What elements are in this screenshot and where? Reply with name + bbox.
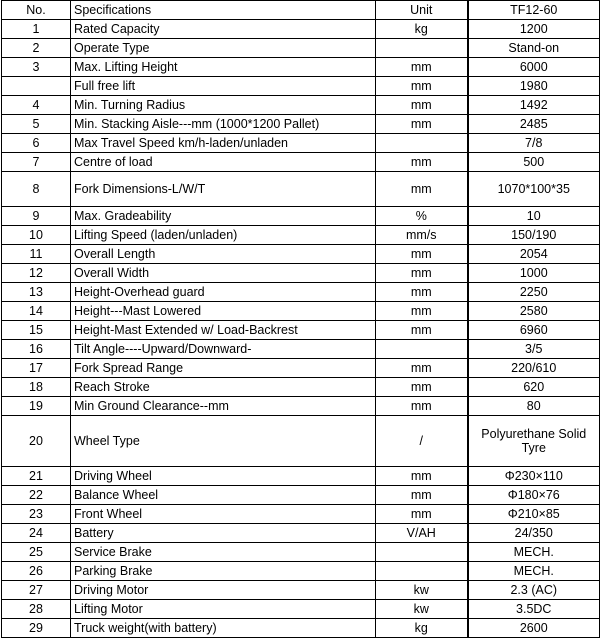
row-number: 2 (2, 39, 71, 58)
row-specification: Tilt Angle----Upward/Downward- (71, 340, 376, 359)
row-unit: mm (376, 264, 468, 283)
row-specification: Height-Overhead guard (71, 283, 376, 302)
row-value: 2054 (468, 245, 600, 264)
row-number: 24 (2, 524, 71, 543)
row-value: 24/350 (468, 524, 600, 543)
row-unit (376, 39, 468, 58)
row-specification: Min. Stacking Aisle---mm (1000*1200 Pallet) (71, 115, 376, 134)
table-row (2, 397, 600, 416)
row-unit: mm/s (376, 226, 468, 245)
row-value: 2580 (468, 302, 600, 321)
row-unit: mm (376, 467, 468, 486)
table-row (2, 486, 600, 505)
row-value: 1980 (468, 77, 600, 96)
row-value: 3.5DC (468, 600, 600, 619)
row-number: 20 (2, 416, 71, 467)
row-specification: Max. Lifting Height (71, 58, 376, 77)
table-row (2, 378, 600, 397)
header-specifications: Specifications (71, 1, 376, 20)
table-row (2, 58, 600, 77)
table-row (2, 467, 600, 486)
row-unit (376, 134, 468, 153)
header-model: TF12-60 (468, 1, 600, 20)
row-unit: mm (376, 486, 468, 505)
row-value: 6000 (468, 58, 600, 77)
row-unit: V/AH (376, 524, 468, 543)
row-unit: mm (376, 153, 468, 172)
header-row (2, 1, 600, 20)
row-specification: Height---Mast Lowered (71, 302, 376, 321)
row-unit: mm (376, 505, 468, 524)
row-specification: Reach Stroke (71, 378, 376, 397)
row-value: 1000 (468, 264, 600, 283)
row-value: Φ230×110 (468, 467, 600, 486)
table-row (2, 562, 600, 581)
table-row (2, 543, 600, 562)
row-unit (376, 562, 468, 581)
row-value: Polyurethane Solid Tyre (468, 416, 600, 467)
table-row (2, 96, 600, 115)
row-specification: Overall Width (71, 264, 376, 283)
row-number: 15 (2, 321, 71, 340)
table-row (2, 39, 600, 58)
table-row (2, 340, 600, 359)
row-specification: Overall Length (71, 245, 376, 264)
row-number: 13 (2, 283, 71, 302)
row-value: MECH. (468, 543, 600, 562)
row-value: 620 (468, 378, 600, 397)
table-row (2, 245, 600, 264)
row-number: 28 (2, 600, 71, 619)
row-number: 11 (2, 245, 71, 264)
header-no: No. (2, 1, 71, 20)
row-number: 29 (2, 619, 71, 638)
row-number: 3 (2, 58, 71, 77)
row-specification: Battery (71, 524, 376, 543)
table-row (2, 321, 600, 340)
row-specification: Operate Type (71, 39, 376, 58)
row-number: 6 (2, 134, 71, 153)
table-row (2, 153, 600, 172)
row-value: 2.3 (AC) (468, 581, 600, 600)
row-number: 14 (2, 302, 71, 321)
row-specification: Truck weight(with battery) (71, 619, 376, 638)
row-value: 10 (468, 207, 600, 226)
row-specification: Wheel Type (71, 416, 376, 467)
row-unit: mm (376, 245, 468, 264)
row-value: 6960 (468, 321, 600, 340)
table-row (2, 302, 600, 321)
row-value: Φ180×76 (468, 486, 600, 505)
row-number: 7 (2, 153, 71, 172)
row-value: 1492 (468, 96, 600, 115)
row-number (2, 77, 71, 96)
row-value: 2485 (468, 115, 600, 134)
row-number: 5 (2, 115, 71, 134)
row-number: 4 (2, 96, 71, 115)
row-unit: kw (376, 600, 468, 619)
row-number: 16 (2, 340, 71, 359)
row-specification: Max. Gradeability (71, 207, 376, 226)
row-specification: Lifting Motor (71, 600, 376, 619)
row-specification: Driving Motor (71, 581, 376, 600)
row-number: 8 (2, 172, 71, 207)
row-specification: Max Travel Speed km/h-laden/unladen (71, 134, 376, 153)
row-value: Stand-on (468, 39, 600, 58)
row-value: 1070*100*35 (468, 172, 600, 207)
row-number: 26 (2, 562, 71, 581)
row-value: 500 (468, 153, 600, 172)
row-unit (376, 340, 468, 359)
table-row (2, 207, 600, 226)
row-number: 9 (2, 207, 71, 226)
header-unit: Unit (376, 1, 468, 20)
row-value: 7/8 (468, 134, 600, 153)
row-unit: kg (376, 20, 468, 39)
row-specification: Rated Capacity (71, 20, 376, 39)
row-specification: Centre of load (71, 153, 376, 172)
row-value: 150/190 (468, 226, 600, 245)
row-unit: mm (376, 77, 468, 96)
row-unit: mm (376, 58, 468, 77)
row-value: MECH. (468, 562, 600, 581)
row-number: 21 (2, 467, 71, 486)
row-number: 25 (2, 543, 71, 562)
table-row (2, 77, 600, 96)
row-number: 27 (2, 581, 71, 600)
row-number: 22 (2, 486, 71, 505)
table-row (2, 20, 600, 39)
row-specification: Front Wheel (71, 505, 376, 524)
table-row (2, 524, 600, 543)
row-unit: mm (376, 359, 468, 378)
row-specification: Fork Spread Range (71, 359, 376, 378)
row-unit: mm (376, 378, 468, 397)
table-row (2, 264, 600, 283)
table-row (2, 283, 600, 302)
row-number: 18 (2, 378, 71, 397)
row-unit: mm (376, 321, 468, 340)
row-unit: kw (376, 581, 468, 600)
row-specification: Min Ground Clearance--mm (71, 397, 376, 416)
specifications-table-body (2, 1, 600, 638)
row-specification: Min. Turning Radius (71, 96, 376, 115)
row-value: 1200 (468, 20, 600, 39)
table-row (2, 416, 600, 467)
table-row (2, 134, 600, 153)
row-unit: mm (376, 283, 468, 302)
table-row (2, 581, 600, 600)
table-row (2, 600, 600, 619)
row-unit: mm (376, 397, 468, 416)
row-unit: mm (376, 115, 468, 134)
row-number: 12 (2, 264, 71, 283)
row-specification: Driving Wheel (71, 467, 376, 486)
table-row (2, 226, 600, 245)
row-number: 1 (2, 20, 71, 39)
row-specification: Full free lift (71, 77, 376, 96)
row-unit: mm (376, 172, 468, 207)
row-unit: % (376, 207, 468, 226)
row-number: 19 (2, 397, 71, 416)
row-specification: Balance Wheel (71, 486, 376, 505)
row-specification: Lifting Speed (laden/unladen) (71, 226, 376, 245)
row-unit: mm (376, 96, 468, 115)
row-number: 17 (2, 359, 71, 378)
row-number: 23 (2, 505, 71, 524)
row-value: 220/610 (468, 359, 600, 378)
table-row (2, 505, 600, 524)
row-value: 2250 (468, 283, 600, 302)
table-row (2, 172, 600, 207)
specifications-table (1, 0, 600, 638)
row-value: 80 (468, 397, 600, 416)
row-specification: Service Brake (71, 543, 376, 562)
row-specification: Parking Brake (71, 562, 376, 581)
table-row (2, 619, 600, 638)
row-value: 2600 (468, 619, 600, 638)
row-specification: Height-Mast Extended w/ Load-Backrest (71, 321, 376, 340)
table-row (2, 115, 600, 134)
row-value: Φ210×85 (468, 505, 600, 524)
row-unit (376, 543, 468, 562)
row-unit: / (376, 416, 468, 467)
row-value: 3/5 (468, 340, 600, 359)
table-row (2, 359, 600, 378)
row-number: 10 (2, 226, 71, 245)
row-unit: mm (376, 302, 468, 321)
row-unit: kg (376, 619, 468, 638)
row-specification: Fork Dimensions-L/W/T (71, 172, 376, 207)
